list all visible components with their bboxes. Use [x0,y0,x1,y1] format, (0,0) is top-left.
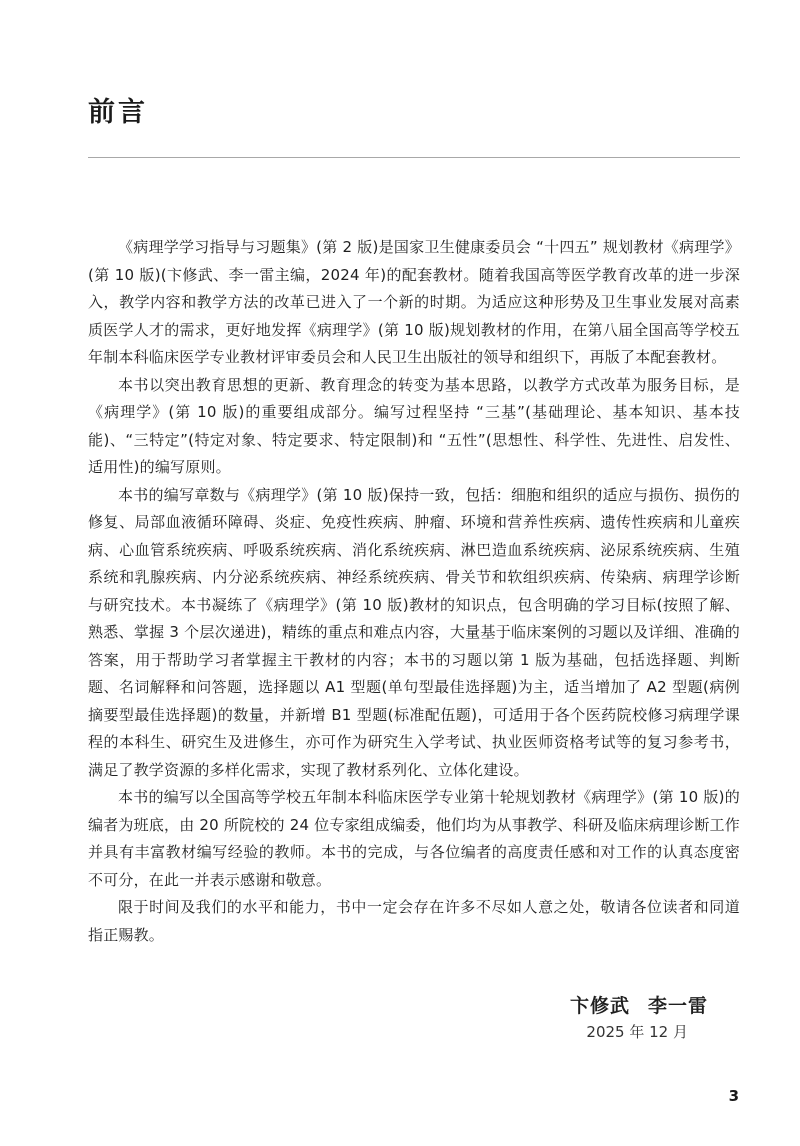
preface-paragraph-3: 本书的编写章数与《病理学》(第 10 版)保持一致，包括：细胞和组织的适应与损伤、损伤的修复、局部血液循环障碍、炎症、免疫性疾病、肿瘤、环境和营养性疾病、遗传性疾病和儿童疾病、心血管系统疾病、呼吸系统疾病、消化系统疾病、淋巴造血系统疾病、泌尿系统疾病、生殖系统和乳腺疾病、内分泌系统疾病、神经系统疾病、骨关节和软组织疾病、传染病、病理学诊断与研究技术。本书凝练了《病理学》(第 10 版)教材的知识点，包含明确的学习目标(按照了解、熟悉、掌握 3 个层次递进)，精练的重点和难点内容，大量基于临床案例的习题以及详细、准确的答案，用于帮助学习者掌握主干教材的内容；本书的习题以第 1 版为基础，包括选择题、判断题、名词解释和问答题，选择题以 A1 型题(单句型最佳选择题)为主，适当增加了 A2 型题(病例摘要型最佳选择题)的数量，并新增 B1 型题(标准配伍题)，可适用于各个医药院校修习病理学课程的本科生、研究生及进修生，亦可作为研究生入学考试、执业医师资格考试等的复习参考书，满足了教学资源的多样化需求，实现了教材系列化、立体化建设。 [88,485,740,779]
preface-paragraph-1: 《病理学学习指导与习题集》(第 2 版)是国家卫生健康委员会 “十四五” 规划教材《病理学》(第 10 版)(卞修武、李一雷主编，2024 年)的配套教材。随着我国高等医学教育改革的进一步深入，教学内容和教学方法的改革已进入了一个新的时期。为适应这种形势及卫生事业发展对高素质医学人才的需求，更好地发挥《病理学》(第 10 版)规划教材的作用，在第八届全国高等学校五年制本科临床医学专业教材评审委员会和人民卫生出版社的领导和组织下，再版了本配套教材。 [88,238,740,366]
preface-date: 2025 年 12 月 [586,1023,688,1041]
preface-paragraph-5: 限于时间及我们的水平和能力，书中一定会存在许多不尽如人意之处，敬请各位读者和同道指正赐教。 [88,898,740,944]
page-number: 3 [728,1087,739,1105]
page-title: 前言 [88,97,148,128]
editor-name-2: 李一雷 [647,995,708,1017]
editor-name-1: 卞修武 [569,995,630,1017]
editor-signature [570,992,708,1020]
preface-paragraph-2: 本书以突出教育思想的更新、教育理念的转变为基本思路，以教学方式改革为服务目标，是《病理学》(第 10 版)的重要组成部分。编写过程坚持 “三基”(基础理论、基本知识、基本技能)、“三特定”(特定对象、特定要求、特定限制)和 “五性”(思想性、科学性、先进性、启发性、适用性)的编写原则。 [88,375,740,476]
preface-body [88,234,740,949]
title-divider [88,157,740,158]
preface-paragraph-4: 本书的编写以全国高等学校五年制本科临床医学专业第十轮规划教材《病理学》(第 10 版)的编者为班底，由 20 所院校的 24 位专家组成编委，他们均为从事教学、科研及临床病理诊断工作并具有丰富教材编写经验的教师。本书的完成，与各位编者的高度责任感和对工作的认真态度密不可分，在此一并表示感谢和敬意。 [88,788,740,889]
